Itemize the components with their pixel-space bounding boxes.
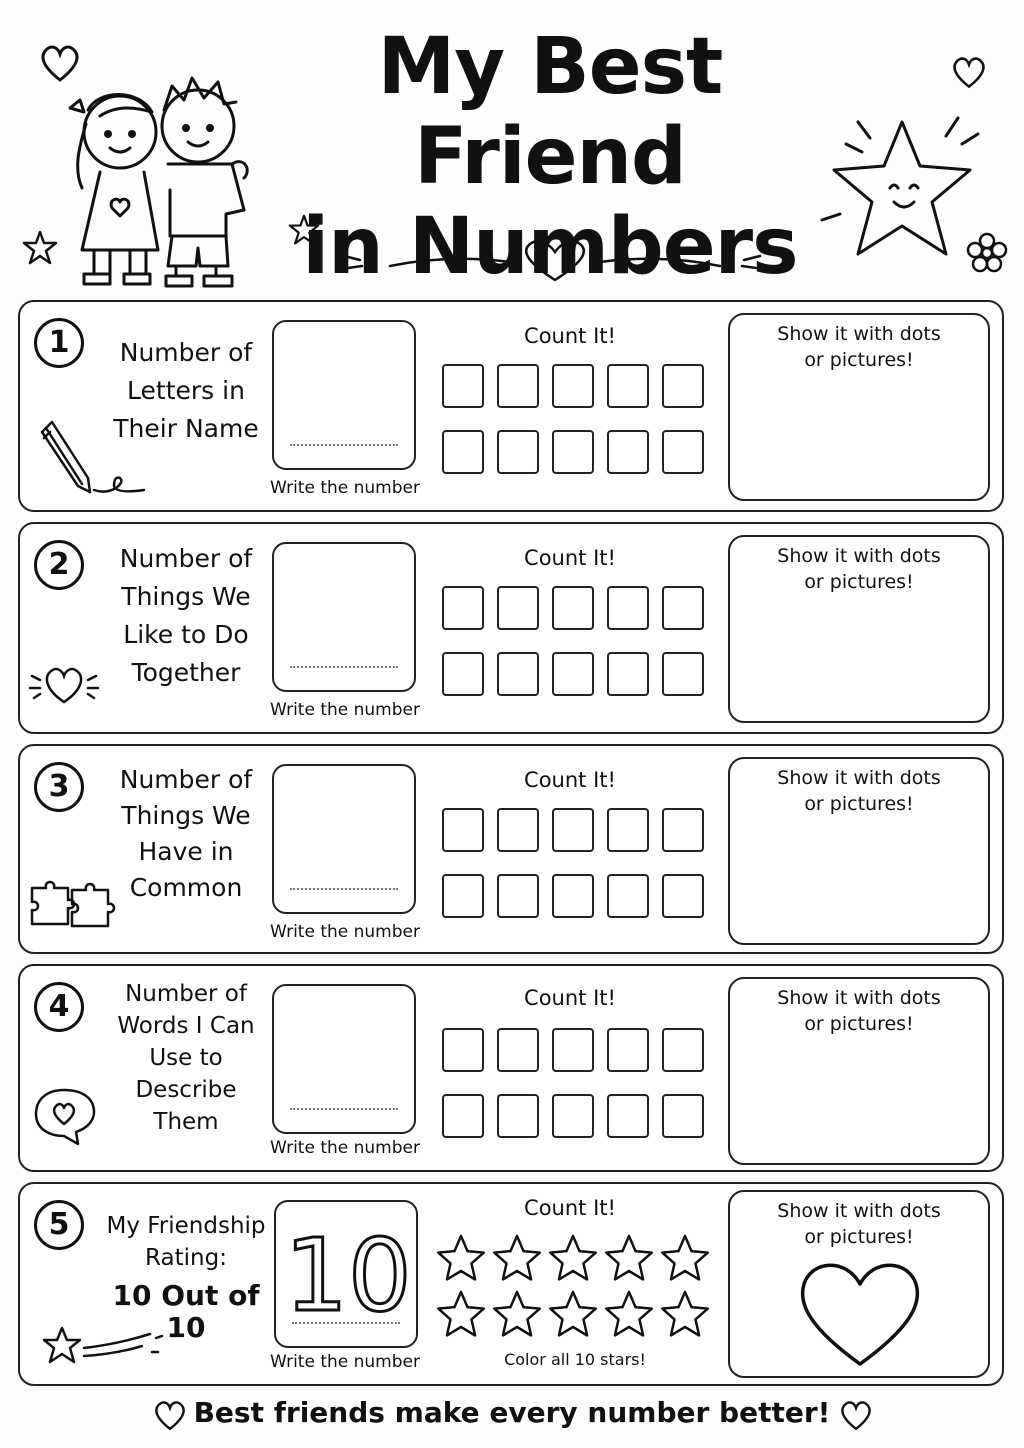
section-number: 5 xyxy=(34,1200,84,1250)
star-to-color[interactable] xyxy=(606,1292,652,1335)
count-square[interactable] xyxy=(607,430,649,474)
count-square[interactable] xyxy=(607,1094,649,1138)
count-square[interactable] xyxy=(497,1094,539,1138)
label-line: Have in xyxy=(138,837,234,866)
star-to-color[interactable] xyxy=(606,1236,652,1279)
count-square[interactable] xyxy=(552,874,594,918)
show-line: Show it with dots xyxy=(777,767,941,789)
section-label xyxy=(98,978,274,1138)
show-instructions xyxy=(730,543,988,595)
write-caption: Write the number xyxy=(270,700,420,720)
count-square[interactable] xyxy=(497,874,539,918)
count-square[interactable] xyxy=(662,586,704,630)
show-line: or pictures! xyxy=(804,793,914,815)
count-square[interactable] xyxy=(552,652,594,696)
count-square[interactable] xyxy=(497,364,539,408)
count-square[interactable] xyxy=(552,586,594,630)
label-line: 10 Out of 10 xyxy=(112,1279,260,1344)
write-number-box[interactable] xyxy=(272,320,416,470)
star-to-color[interactable] xyxy=(550,1292,596,1335)
write-number-box[interactable] xyxy=(272,984,416,1134)
count-square[interactable] xyxy=(607,364,649,408)
show-instructions xyxy=(730,321,988,373)
show-drawing-box[interactable] xyxy=(728,977,990,1165)
section-number: 2 xyxy=(34,540,84,590)
puzzle-icon xyxy=(28,876,118,932)
count-square[interactable] xyxy=(442,430,484,474)
heart-icon xyxy=(28,660,100,708)
count-square[interactable] xyxy=(442,1028,484,1072)
label-line: Number of xyxy=(125,981,247,1007)
write-caption: Write the number xyxy=(270,922,420,942)
speech-bubble-heart-icon xyxy=(32,1086,98,1148)
count-square[interactable] xyxy=(662,430,704,474)
count-square[interactable] xyxy=(662,1094,704,1138)
count-square[interactable] xyxy=(552,1094,594,1138)
title-line-2: in Numbers xyxy=(302,202,798,292)
show-line: or pictures! xyxy=(804,571,914,593)
star-to-color[interactable] xyxy=(662,1236,708,1279)
show-line: Show it with dots xyxy=(777,545,941,567)
count-square[interactable] xyxy=(552,364,594,408)
label-line: My Friendship xyxy=(106,1213,266,1239)
write-caption: Write the number xyxy=(270,1138,420,1158)
label-line: Letters in xyxy=(127,376,245,405)
show-instructions xyxy=(730,985,988,1037)
written-number-10 xyxy=(276,1206,416,1336)
section-number: 4 xyxy=(34,982,84,1032)
section-card-5 xyxy=(18,1182,1004,1386)
count-it-title: Count It! xyxy=(524,768,616,792)
count-square[interactable] xyxy=(442,652,484,696)
show-drawing-box[interactable] xyxy=(728,757,990,945)
label-line: Use to xyxy=(149,1045,223,1071)
label-line: Their Name xyxy=(113,414,259,443)
title-underline-decoration xyxy=(340,236,770,286)
count-grid xyxy=(442,808,704,918)
shooting-star-icon xyxy=(38,1322,168,1372)
section-number: 1 xyxy=(34,318,84,368)
count-square[interactable] xyxy=(442,586,484,630)
count-square[interactable] xyxy=(497,652,539,696)
show-line: Show it with dots xyxy=(777,987,941,1009)
show-line: Show it with dots xyxy=(777,323,941,345)
count-square[interactable] xyxy=(442,1094,484,1138)
count-square[interactable] xyxy=(662,808,704,852)
count-square[interactable] xyxy=(497,586,539,630)
count-square[interactable] xyxy=(607,652,649,696)
write-number-box[interactable] xyxy=(272,764,416,914)
count-square[interactable] xyxy=(662,652,704,696)
label-line: Like to Do xyxy=(123,620,249,649)
show-instructions xyxy=(730,1198,988,1250)
show-drawing-box[interactable] xyxy=(728,1190,990,1378)
section-card-4 xyxy=(18,964,1004,1172)
count-square[interactable] xyxy=(607,586,649,630)
label-line: Things We xyxy=(121,582,251,611)
heart-icon xyxy=(950,56,988,90)
label-line: Together xyxy=(131,658,241,687)
count-square[interactable] xyxy=(552,808,594,852)
count-it-title: Count It! xyxy=(524,324,616,348)
label-line: Common xyxy=(129,873,243,902)
star-to-color[interactable] xyxy=(550,1236,596,1279)
star-to-color[interactable] xyxy=(438,1292,484,1335)
count-grid xyxy=(442,364,704,474)
section-card-2 xyxy=(18,522,1004,734)
footer-message: Best friends make every number better! xyxy=(193,1396,831,1429)
show-drawing-box[interactable] xyxy=(728,535,990,723)
show-drawing-box[interactable] xyxy=(728,313,990,501)
count-square[interactable] xyxy=(662,364,704,408)
write-caption: Write the number xyxy=(270,478,420,498)
show-line: or pictures! xyxy=(804,1013,914,1035)
count-square[interactable] xyxy=(607,1028,649,1072)
label-line: Words I Can xyxy=(117,1013,255,1039)
label-line: Rating: xyxy=(145,1245,227,1271)
pencil-icon xyxy=(36,418,152,500)
label-line: Number of xyxy=(119,544,253,573)
label-line: Things We xyxy=(121,801,251,830)
show-instructions xyxy=(730,765,988,817)
count-square[interactable] xyxy=(442,808,484,852)
count-square[interactable] xyxy=(442,364,484,408)
label-line: Number of xyxy=(119,338,253,367)
star-caption: Color all 10 stars! xyxy=(504,1350,646,1369)
heart-outline-icon xyxy=(794,1254,926,1370)
count-square[interactable] xyxy=(662,874,704,918)
write-caption: Write the number xyxy=(270,1352,420,1372)
count-square[interactable] xyxy=(442,874,484,918)
count-grid xyxy=(442,1028,704,1138)
show-line: Show it with dots xyxy=(777,1200,941,1222)
count-square[interactable] xyxy=(607,808,649,852)
label-line: Describe xyxy=(135,1077,237,1103)
section-number: 3 xyxy=(34,762,84,812)
star-to-color[interactable] xyxy=(438,1236,484,1279)
write-number-box[interactable] xyxy=(272,542,416,692)
two-friends-icon xyxy=(48,60,268,292)
count-square[interactable] xyxy=(497,808,539,852)
star-grid xyxy=(436,1234,726,1344)
count-square[interactable] xyxy=(607,874,649,918)
count-square[interactable] xyxy=(497,1028,539,1072)
count-square[interactable] xyxy=(662,1028,704,1072)
smiling-star-icon xyxy=(818,108,986,268)
section-label xyxy=(98,762,274,906)
title-line-1: My Best Friend xyxy=(377,22,723,202)
label-line: Them xyxy=(153,1109,219,1135)
count-it-title: Count It! xyxy=(524,1196,616,1220)
section-label xyxy=(98,540,274,692)
flower-icon xyxy=(966,232,1008,274)
svg-text:10: 10 xyxy=(284,1217,412,1334)
section-card-3 xyxy=(18,744,1004,954)
label-line: Number of xyxy=(119,765,253,794)
count-square[interactable] xyxy=(552,430,594,474)
count-grid xyxy=(442,586,704,696)
section-card-1 xyxy=(18,300,1004,512)
show-line: or pictures! xyxy=(804,349,914,371)
show-line: or pictures! xyxy=(804,1226,914,1248)
write-number-box[interactable] xyxy=(274,1200,418,1348)
star-to-color[interactable] xyxy=(494,1292,540,1335)
count-it-title: Count It! xyxy=(524,986,616,1010)
count-square[interactable] xyxy=(497,430,539,474)
count-it-title: Count It! xyxy=(524,546,616,570)
star-to-color[interactable] xyxy=(662,1292,708,1335)
count-square[interactable] xyxy=(552,1028,594,1072)
star-to-color[interactable] xyxy=(494,1236,540,1279)
